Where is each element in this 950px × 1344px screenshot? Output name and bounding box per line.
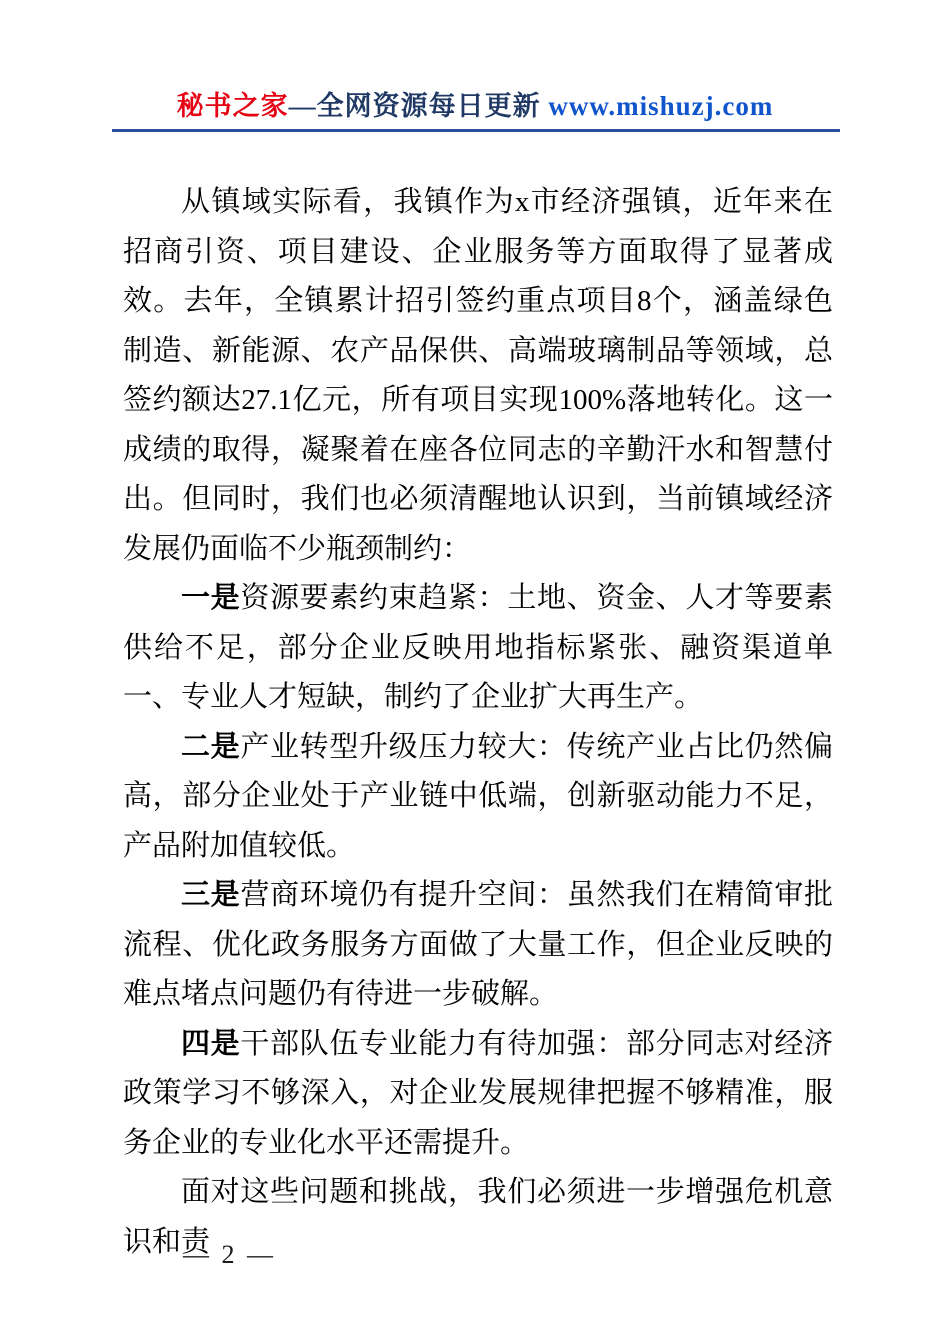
document-body bbox=[123, 178, 833, 1267]
paragraph: 从镇域实际看，我镇作为x市经济强镇，近年来在招商引资、项目建设、企业服务等方面取得了显著成效。去年，全镇累计招引签约重点项目8个，涵盖绿色制造、新能源、农产品保供、高端玻璃制品等领域，总签约额达27.1亿元，所有项目实现100%落地转化。这一成绩的取得，凝聚着在座各位同志的辛勤汗水和智慧付出。但同时，我们也必须清醒地认识到，当前镇域经济发展仍面临不少瓶颈制约： bbox=[123, 186, 833, 565]
site-tagline: —全网资源每日更新 bbox=[288, 91, 549, 121]
site-brand: 秘书之家 bbox=[176, 91, 289, 121]
paragraph: 一是资源要素约束趋紧：土地、资金、人才等要素供给不足，部分企业反映用地指标紧张、融资渠道单一、专业人才短缺，制约了企业扩大再生产。 bbox=[123, 582, 833, 713]
paragraph-lead: 四是 bbox=[181, 1027, 241, 1060]
page-footer bbox=[183, 1240, 276, 1270]
page-number: — 2 — bbox=[183, 1240, 276, 1269]
paragraph: 三是营商环境仍有提升空间：虽然我们在精简审批流程、优化政务服务方面做了大量工作，但企业反映的难点堵点问题仍有待进一步破解。 bbox=[123, 879, 833, 1010]
header-divider bbox=[112, 129, 840, 132]
paragraph: 二是产业转型升级压力较大：传统产业占比仍然偏高，部分企业处于产业链中低端，创新驱动能力不足，产品附加值较低。 bbox=[123, 730, 833, 862]
site-url[interactable]: www.mishuzj.com bbox=[548, 91, 774, 121]
site-header bbox=[0, 84, 950, 123]
paragraph-lead: 三是 bbox=[181, 879, 241, 911]
paragraph-lead: 二是 bbox=[181, 730, 241, 763]
paragraph-lead: 一是 bbox=[181, 582, 241, 614]
paragraph: 四是干部队伍专业能力有待加强：部分同志对经济政策学习不够深入，对企业发展规律把握不够精准，服务企业的专业化水平还需提升。 bbox=[123, 1027, 833, 1159]
paragraph: 面对这些问题和挑战，我们必须进一步增强危机意识和责 bbox=[123, 1176, 833, 1258]
